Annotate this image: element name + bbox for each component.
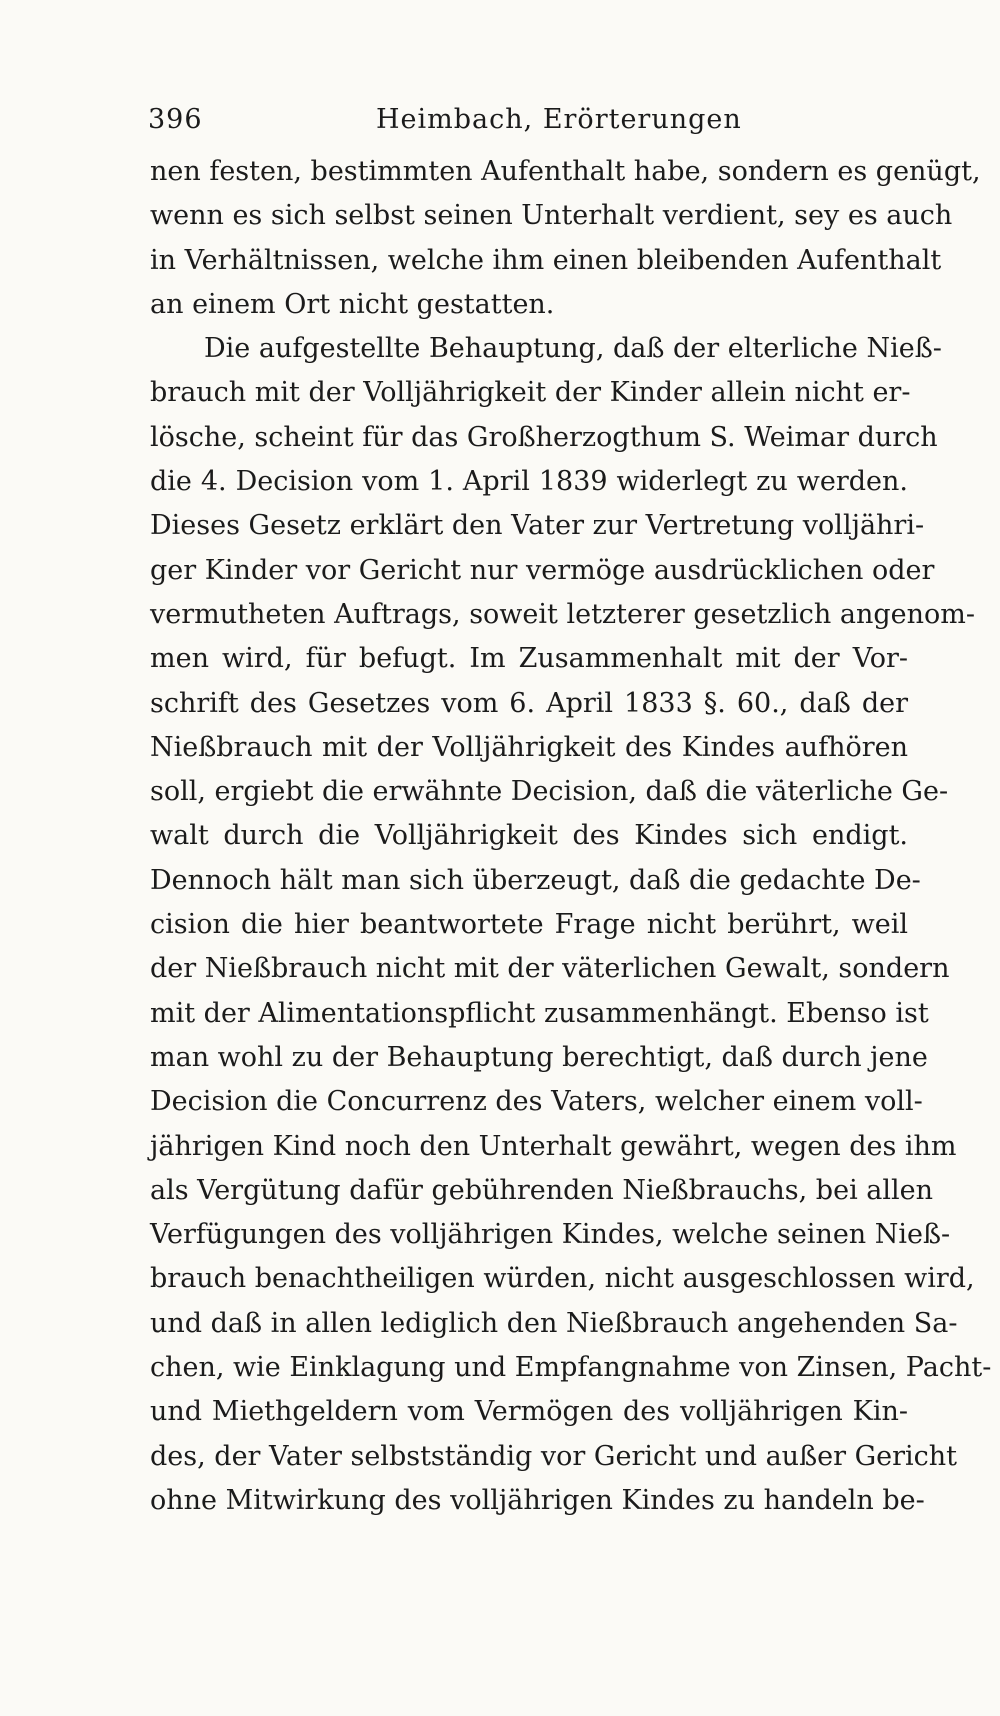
text-line: schrift des Gesetzes vom 6. April 1833 §. 60., daß der — [150, 687, 908, 719]
text-line: walt durch die Volljährigkeit des Kindes sich endigt. — [150, 820, 908, 852]
text-line: ohne Mitwirkung des volljährigen Kindes zu handeln be- — [150, 1484, 925, 1516]
text-line: soll, ergiebt die erwähnte Decision, daß die väterliche Ge- — [150, 776, 949, 808]
text-line: lösche, scheint für das Großherzogthum S. Weimar durch — [150, 421, 938, 453]
text-line: als Vergütung dafür gebührenden Nießbrauchs, bei allen — [150, 1174, 934, 1206]
body-text — [150, 150, 992, 1523]
text-line: chen, wie Einklagung und Empfangnahme von Zinsen, Pacht- — [150, 1352, 992, 1384]
text-line: die 4. Decision vom 1. April 1839 widerlegt zu werden. — [150, 466, 908, 498]
text-line: nen festen, bestimmten Aufenthalt habe, sondern es genügt, — [150, 156, 981, 187]
running-head: Heimbach, Erörterungen — [376, 104, 742, 135]
text-line: Dennoch hält man sich überzeugt, daß die gedachte De- — [150, 864, 921, 896]
text-line: brauch mit der Volljährigkeit der Kinder allein nicht er- — [150, 377, 911, 409]
text-line: in Verhältnissen, welche ihm einen bleibenden Aufenthalt — [150, 244, 942, 276]
text-line: und daß in allen lediglich den Nießbrauch angehenden Sa- — [150, 1307, 958, 1339]
text-line: Nießbrauch mit der Volljährigkeit des Kindes aufhören — [150, 731, 908, 763]
text-line: mit der Alimentationspflicht zusammenhängt. Ebenso ist — [150, 997, 929, 1029]
paragraph-start-line: Die aufgestellte Behauptung, daß der elterliche Nieß- — [204, 333, 942, 365]
text-line: men wird, für befugt. Im Zusammenhalt mit der Vor- — [150, 643, 908, 675]
text-line: Dieses Gesetz erklärt den Vater zur Vertretung volljähri- — [150, 510, 925, 542]
text-line: jährigen Kind noch den Unterhalt gewährt, wegen des ihm — [150, 1130, 957, 1162]
text-line: des, der Vater selbstständig vor Gericht und außer Gericht — [150, 1440, 958, 1472]
text-line: an einem Ort nicht gestatten. — [150, 288, 555, 320]
text-line: vermutheten Auftrags, soweit letzterer gesetzlich angenom- — [150, 598, 976, 630]
text-line: Verfügungen des volljährigen Kindes, welche seinen Nieß- — [150, 1219, 951, 1251]
text-line: wenn es sich selbst seinen Unterhalt verdient, sey es auch — [150, 200, 953, 232]
text-line: ger Kinder vor Gericht nur vermöge ausdrücklichen oder — [150, 554, 935, 586]
text-line: man wohl zu der Behauptung berechtigt, daß durch jene — [150, 1041, 928, 1073]
page-number: 396 — [148, 104, 203, 135]
text-line: Decision die Concurrenz des Vaters, welcher einem voll- — [150, 1086, 923, 1118]
page-header — [148, 104, 908, 144]
text-line: der Nießbrauch nicht mit der väterlichen Gewalt, sondern — [150, 953, 950, 985]
text-line: und Miethgeldern vom Vermögen des volljährigen Kin- — [150, 1396, 908, 1428]
text-line: cision die hier beantwortete Frage nicht berührt, weil — [150, 909, 908, 941]
text-line: brauch benachtheiligen würden, nicht ausgeschlossen wird, — [150, 1263, 975, 1295]
